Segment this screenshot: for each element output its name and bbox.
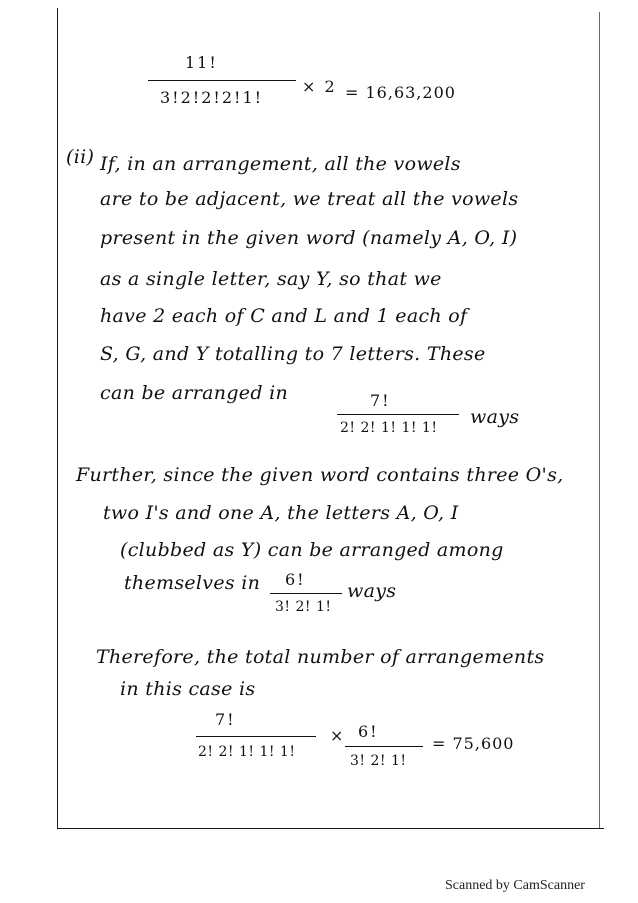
frac1-numerator: 7! xyxy=(370,391,391,410)
final-frac-a-numerator: 7! xyxy=(215,710,236,729)
final-result: = 75,600 xyxy=(432,734,515,753)
top-numerator: 11! xyxy=(185,53,218,72)
part-ii-line-7: can be arranged in xyxy=(100,382,289,404)
top-multiplier: × 2 xyxy=(302,77,337,96)
top-fraction-bar xyxy=(148,80,296,81)
part-ii-line-1: If, in an arrangement, all the vowels xyxy=(100,153,461,175)
final-times: × xyxy=(330,726,346,745)
part-ii-label: (ii) xyxy=(66,146,95,168)
final-frac-a-denominator: 2! 2! 1! 1! 1! xyxy=(198,744,296,760)
further-line-3: (clubbed as Y) can be arranged among xyxy=(120,539,504,561)
part-ii-line-4: as a single letter, say Y, so that we xyxy=(100,268,442,290)
final-frac-b-denominator: 3! 2! 1! xyxy=(350,753,407,769)
part-ii-line-2: are to be adjacent, we treat all the vowels xyxy=(100,188,519,210)
further-line-1: Further, since the given word contains three O's, xyxy=(76,464,564,486)
top-result: = 16,63,200 xyxy=(345,83,456,102)
further-frac-suffix: ways xyxy=(347,580,397,602)
part-ii-line-5: have 2 each of C and L and 1 each of xyxy=(100,305,468,327)
frac1-denominator: 2! 2! 1! 1! 1! xyxy=(340,420,438,436)
final-frac-b-numerator: 6! xyxy=(358,722,379,741)
further-frac-denominator: 3! 2! 1! xyxy=(275,599,332,615)
page-edge xyxy=(599,12,600,828)
therefore-line-2: in this case is xyxy=(120,678,256,700)
frac1-suffix: ways xyxy=(470,406,520,428)
therefore-line-1: Therefore, the total number of arrangements xyxy=(96,646,545,668)
frac1-bar xyxy=(337,414,459,415)
final-frac-a-bar xyxy=(196,736,316,737)
final-frac-b-bar xyxy=(345,746,423,747)
further-frac-numerator: 6! xyxy=(285,570,306,589)
further-line-4: themselves in xyxy=(124,572,261,594)
part-ii-line-3: present in the given word (namely A, O, I) xyxy=(100,227,518,249)
further-line-2: two I's and one A, the letters A, O, I xyxy=(103,502,459,524)
notebook-page xyxy=(57,8,604,829)
scanner-watermark: Scanned by CamScanner xyxy=(445,878,585,893)
top-denominator: 3!2!2!2!1! xyxy=(160,88,264,107)
part-ii-line-6: S, G, and Y totalling to 7 letters. These xyxy=(100,343,486,365)
further-frac-bar xyxy=(270,593,342,594)
